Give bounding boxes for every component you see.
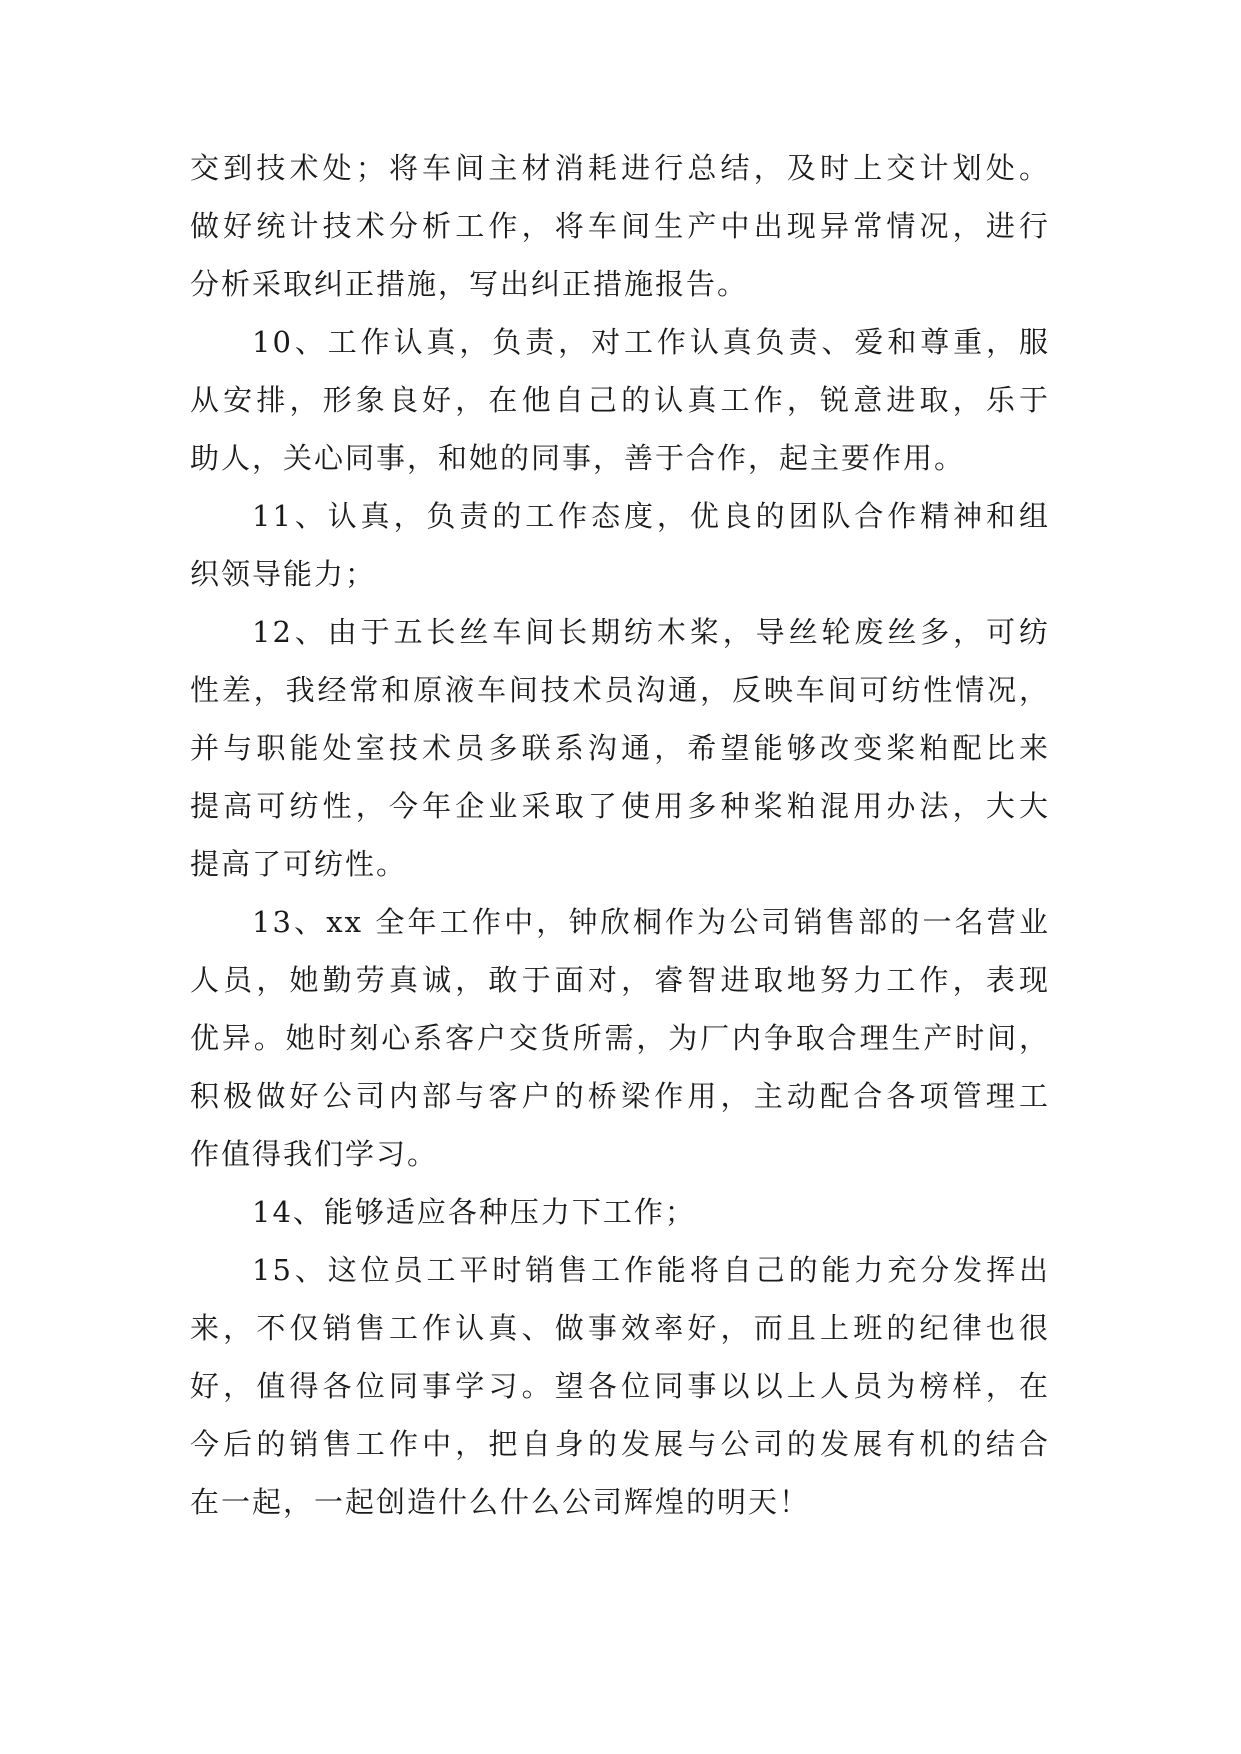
text-line: 积极做好公司内部与客户的桥梁作用，主动配合各项管理工 xyxy=(190,1079,1050,1113)
text-line: 织领导能力； xyxy=(190,557,377,591)
text-line: 14、能够适应各种压力下工作； xyxy=(252,1195,696,1229)
text-line: 好，值得各位同事学习。望各位同事以以上人员为榜样，在 xyxy=(190,1369,1050,1403)
text-line: 今后的销售工作中，把自身的发展与公司的发展有机的结合 xyxy=(190,1427,1050,1461)
text-line: 来，不仅销售工作认真、做事效率好，而且上班的纪律也很 xyxy=(190,1311,1050,1345)
text-line: 15、这位员工平时销售工作能将自己的能力充分发挥出 xyxy=(252,1253,1050,1287)
text-line: 并与职能处室技术员多联系沟通，希望能够改变桨粕配比来 xyxy=(190,731,1050,765)
text-line: 人员，她勤劳真诚，敢于面对，睿智进取地努力工作，表现 xyxy=(190,963,1050,997)
text-line: 11、认真，负责的工作态度，优良的团队合作精神和组 xyxy=(252,499,1050,533)
text-line: 从安排，形象良好，在他自己的认真工作，锐意进取，乐于 xyxy=(190,383,1050,417)
text-line: 13、xx 全年工作中，钟欣桐作为公司销售部的一名营业 xyxy=(252,905,1050,939)
text-line: 助人，关心同事，和她的同事，善于合作，起主要作用。 xyxy=(190,441,966,475)
text-line: 交到技术处；将车间主材消耗进行总结，及时上交计划处。 xyxy=(190,151,1050,185)
text-line: 10、工作认真，负责，对工作认真负责、爱和尊重，服 xyxy=(252,325,1050,359)
text-line: 提高可纺性，今年企业采取了使用多种桨粕混用办法，大大 xyxy=(190,789,1050,823)
text-line: 分析采取纠正措施，写出纠正措施报告。 xyxy=(190,267,749,301)
text-line: 做好统计技术分析工作，将车间生产中出现异常情况，进行 xyxy=(190,209,1050,243)
text-line: 在一起，一起创造什么什么公司辉煌的明天！ xyxy=(190,1485,811,1519)
text-line: 提高了可纺性。 xyxy=(190,847,408,881)
text-line: 12、由于五长丝车间长期纺木桨，导丝轮废丝多，可纺 xyxy=(252,615,1050,649)
text-line: 作值得我们学习。 xyxy=(190,1137,439,1171)
text-line: 优异。她时刻心系客户交货所需，为厂内争取合理生产时间， xyxy=(190,1021,1050,1055)
text-line: 性差，我经常和原液车间技术员沟通，反映车间可纺性情况， xyxy=(190,673,1050,707)
